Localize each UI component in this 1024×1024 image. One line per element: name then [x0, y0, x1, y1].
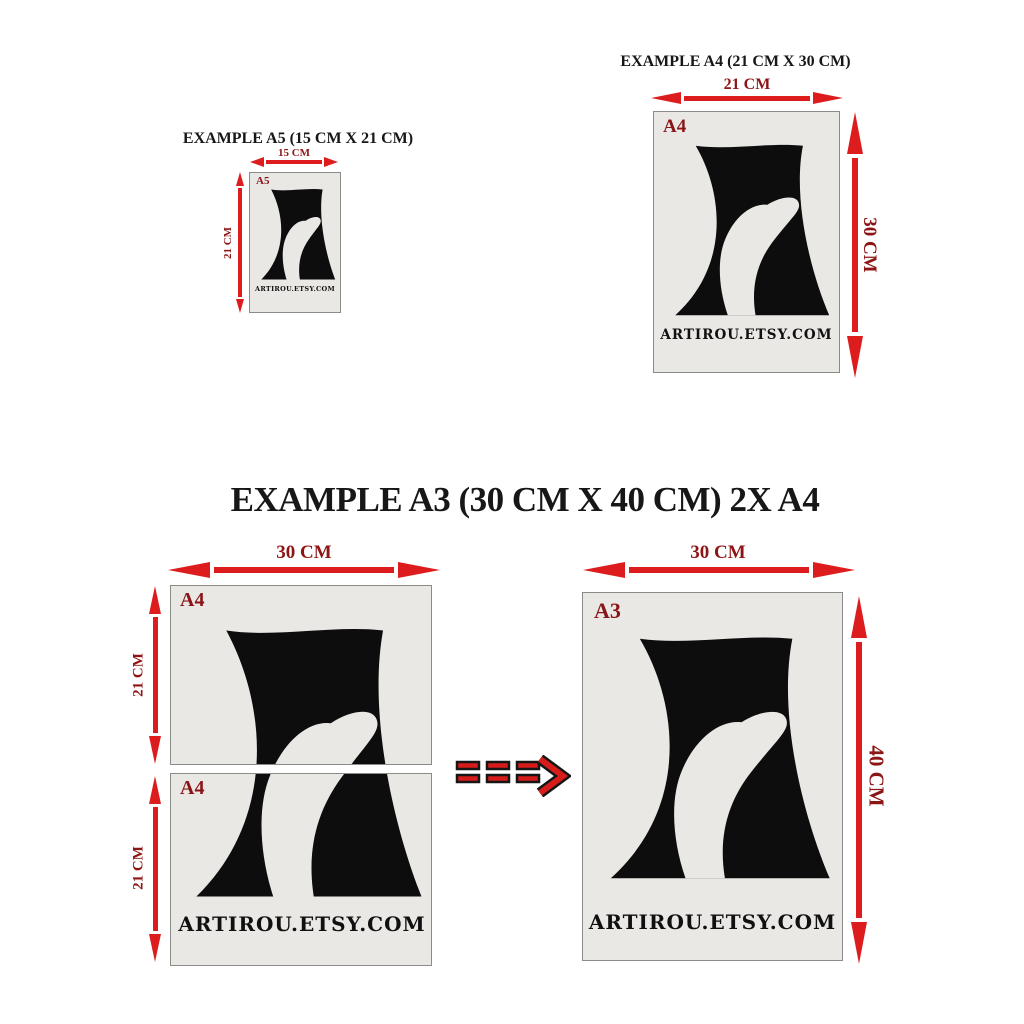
a3-sheet — [582, 592, 843, 961]
a4-sheet-label: A4 — [663, 116, 687, 137]
shop-url-text: ARTIROU.ETSY.COM — [178, 912, 426, 936]
a3-height-arrow-icon — [851, 596, 867, 964]
left-a4-sheet-bottom — [170, 773, 432, 966]
shop-url-text: ARTIROU.ETSY.COM — [588, 910, 837, 934]
a4-example-title: EXAMPLE A4 (21 CM X 30 CM) — [620, 53, 851, 70]
a3-width-arrow-icon — [583, 562, 855, 578]
a4-sheet — [653, 111, 840, 373]
stencil-design — [174, 773, 430, 904]
left-a4-sheet-top-label: A4 — [180, 589, 205, 611]
left-group-width-arrow-icon — [168, 562, 440, 578]
left-sheet1-height-label: 21 CM — [130, 653, 147, 697]
a4-width-label: 21 CM — [723, 76, 771, 93]
a5-width-label: 15 CM — [277, 147, 311, 159]
stencil-design-lower-half — [171, 773, 432, 966]
shop-url-text: ARTIROU.ETSY.COM — [660, 327, 833, 343]
a5-width-arrow-icon — [250, 157, 338, 167]
equals-chevron-arrow-icon — [451, 755, 571, 797]
left-a4-sheet-bottom-label: A4 — [180, 777, 205, 799]
stencil-design — [174, 623, 430, 765]
a3-sheet-label: A3 — [594, 598, 621, 623]
stencil-design — [254, 187, 338, 282]
a5-example-title: EXAMPLE A5 (15 CM X 21 CM) — [182, 130, 414, 147]
a3-width-label: 30 CM — [690, 542, 746, 563]
a3-height-label: 40 CM — [864, 745, 889, 807]
a4-width-arrow-icon — [651, 92, 843, 104]
stencil-design — [660, 141, 835, 320]
a5-height-arrow-icon — [236, 172, 244, 313]
a5-sheet-label: A5 — [256, 175, 270, 187]
left-sheet2-height-arrow-icon — [149, 776, 161, 962]
left-group-width-label: 30 CM — [276, 542, 332, 563]
stencil-design-upper-half — [171, 586, 432, 765]
shop-url-text: ARTIROU.ETSY.COM — [255, 285, 335, 293]
stencil-design — [589, 632, 838, 885]
a4-height-arrow-icon — [847, 112, 863, 378]
a5-height-label: 21 CM — [222, 226, 234, 260]
a4-height-label: 30 CM — [859, 217, 880, 273]
a5-sheet — [249, 172, 341, 313]
left-sheet2-height-label: 21 CM — [130, 846, 147, 890]
left-sheet1-height-arrow-icon — [149, 586, 161, 764]
left-a4-sheet-top — [170, 585, 432, 765]
a3-example-title: EXAMPLE A3 (30 CM X 40 CM) 2X A4 — [230, 480, 820, 519]
